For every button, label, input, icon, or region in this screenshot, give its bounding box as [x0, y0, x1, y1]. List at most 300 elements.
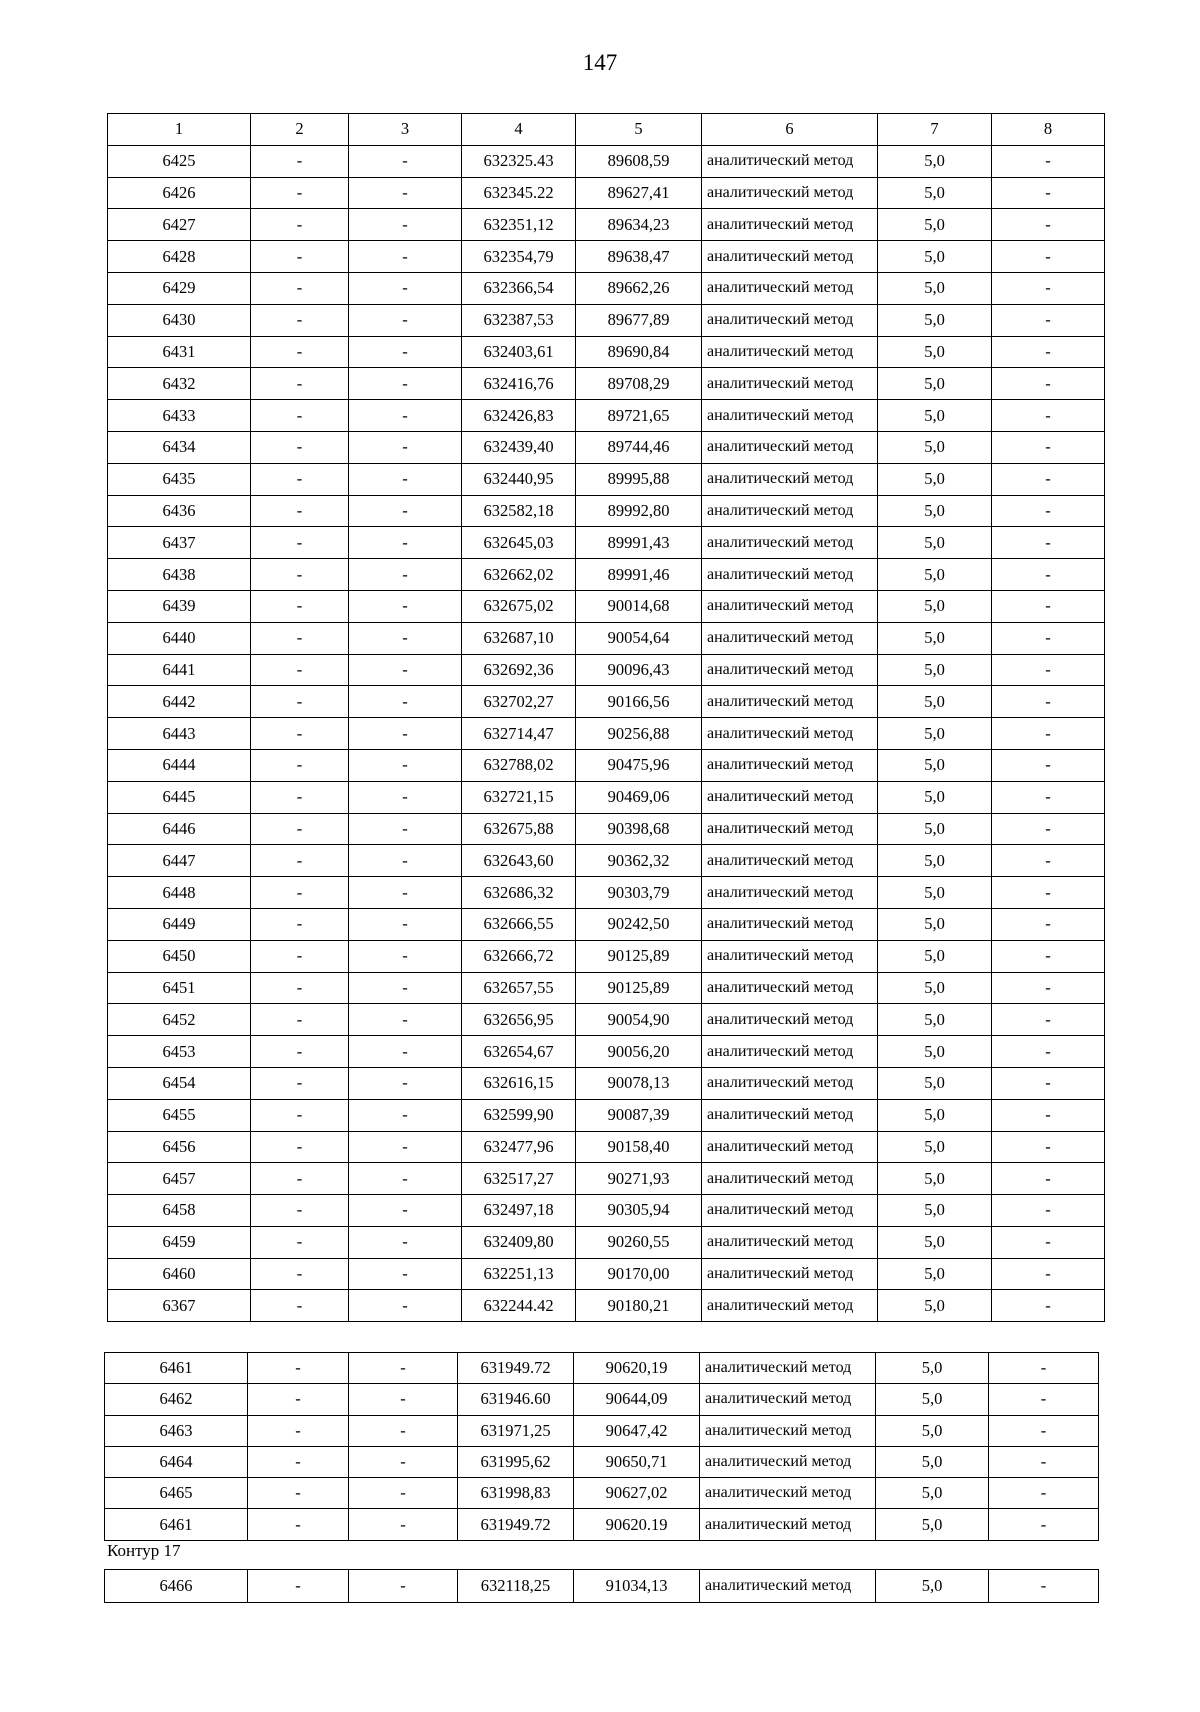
table-cell: -: [248, 1415, 349, 1446]
table-cell: 632409,80: [462, 1226, 576, 1258]
table-row: [108, 1226, 1105, 1258]
table-cell: 90620.19: [574, 1509, 700, 1540]
table-row: [108, 940, 1105, 972]
table-row: [108, 304, 1105, 336]
table-cell: 632721,15: [462, 781, 576, 813]
table-cell: 90260,55: [576, 1226, 702, 1258]
table-row: [108, 622, 1105, 654]
table-cell: 89634,23: [576, 209, 702, 241]
table-row: [108, 781, 1105, 813]
table-cell: 632387,53: [462, 304, 576, 336]
table-cell: аналитический метод: [702, 431, 878, 463]
table-cell: -: [349, 209, 462, 241]
table-cell: -: [349, 1446, 458, 1477]
table-cell: аналитический метод: [702, 622, 878, 654]
table-cell: 632366,54: [462, 272, 576, 304]
table-cell: 89992,80: [576, 495, 702, 527]
table-cell: -: [992, 527, 1105, 559]
header-cell: 3: [349, 114, 462, 146]
table-cell: 6437: [108, 527, 251, 559]
table-cell: 6427: [108, 209, 251, 241]
table-cell: -: [992, 495, 1105, 527]
table-cell: 5,0: [878, 495, 992, 527]
table-cell: 6445: [108, 781, 251, 813]
table-cell: -: [992, 877, 1105, 909]
table-cell: -: [992, 241, 1105, 273]
table-cell: -: [251, 622, 349, 654]
table-cell: -: [349, 177, 462, 209]
table-row: [108, 972, 1105, 1004]
table-cell: 6426: [108, 177, 251, 209]
table-cell: 6461: [105, 1353, 248, 1384]
table-cell: -: [992, 1036, 1105, 1068]
table-cell: аналитический метод: [702, 908, 878, 940]
table-cell: -: [349, 400, 462, 432]
table-cell: 90166,56: [576, 686, 702, 718]
table-cell: 90056,20: [576, 1036, 702, 1068]
table-row: [108, 749, 1105, 781]
table-cell: -: [251, 718, 349, 750]
table-cell: 6458: [108, 1195, 251, 1227]
table-cell: -: [251, 1067, 349, 1099]
table-cell: 6455: [108, 1099, 251, 1131]
table-cell: 5,0: [876, 1384, 989, 1415]
table-cell: 90644,09: [574, 1384, 700, 1415]
table-cell: 6439: [108, 590, 251, 622]
table-cell: -: [349, 908, 462, 940]
table-cell: 632702,27: [462, 686, 576, 718]
table-cell: -: [992, 654, 1105, 686]
table-cell: аналитический метод: [700, 1415, 876, 1446]
table-cell: аналитический метод: [702, 177, 878, 209]
table-cell: -: [349, 1258, 462, 1290]
table-cell: -: [992, 177, 1105, 209]
table-cell: 631946.60: [458, 1384, 574, 1415]
table-row: [105, 1570, 1099, 1603]
table-cell: -: [349, 1131, 462, 1163]
table-cell: 90469,06: [576, 781, 702, 813]
table-cell: 5,0: [878, 1067, 992, 1099]
table-cell: -: [349, 940, 462, 972]
table-cell: 90256,88: [576, 718, 702, 750]
table-cell: 6453: [108, 1036, 251, 1068]
table-cell: 5,0: [878, 622, 992, 654]
table-cell: 631949.72: [458, 1509, 574, 1540]
table-cell: -: [251, 209, 349, 241]
table-cell: 6451: [108, 972, 251, 1004]
table-cell: 5,0: [878, 1258, 992, 1290]
table-cell: -: [251, 1036, 349, 1068]
table-cell: -: [349, 1163, 462, 1195]
table-cell: 632251,13: [462, 1258, 576, 1290]
table-cell: 6454: [108, 1067, 251, 1099]
table-cell: -: [251, 1131, 349, 1163]
table-cell: -: [349, 1478, 458, 1509]
table-cell: аналитический метод: [700, 1570, 876, 1603]
table-cell: -: [248, 1570, 349, 1603]
table-cell: -: [251, 272, 349, 304]
table-cell: -: [248, 1478, 349, 1509]
table-cell: 5,0: [878, 877, 992, 909]
table-cell: 6463: [105, 1415, 248, 1446]
table-cell: 89662,26: [576, 272, 702, 304]
table-row: [108, 1067, 1105, 1099]
table-row: [108, 1099, 1105, 1131]
table-cell: 5,0: [878, 1036, 992, 1068]
table-cell: аналитический метод: [702, 145, 878, 177]
table-cell: -: [349, 718, 462, 750]
table-cell: -: [992, 400, 1105, 432]
table-cell: -: [992, 940, 1105, 972]
table-cell: 632788,02: [462, 749, 576, 781]
table-cell: -: [251, 654, 349, 686]
table-row: [108, 368, 1105, 400]
table-cell: аналитический метод: [702, 1258, 878, 1290]
table-cell: -: [248, 1446, 349, 1477]
table-cell: 5,0: [878, 1131, 992, 1163]
table-row: [108, 1290, 1105, 1322]
table-cell: аналитический метод: [702, 368, 878, 400]
table-cell: 90125,89: [576, 940, 702, 972]
table-cell: 90650,71: [574, 1446, 700, 1477]
table-cell: 90170,00: [576, 1258, 702, 1290]
table-cell: -: [251, 145, 349, 177]
table-cell: 5,0: [878, 400, 992, 432]
table-cell: -: [349, 1067, 462, 1099]
table-cell: 6450: [108, 940, 251, 972]
table-cell: -: [251, 590, 349, 622]
table-cell: -: [251, 559, 349, 591]
table-cell: 6429: [108, 272, 251, 304]
table-cell: -: [251, 463, 349, 495]
table-cell: 90362,32: [576, 845, 702, 877]
table-cell: 5,0: [878, 908, 992, 940]
table-cell: 632354,79: [462, 241, 576, 273]
table-cell: 631998,83: [458, 1478, 574, 1509]
table-cell: -: [349, 1353, 458, 1384]
coordinates-table-continued: [104, 1352, 1099, 1541]
table-cell: 90627,02: [574, 1478, 700, 1509]
table-cell: 5,0: [878, 1163, 992, 1195]
table-cell: 5,0: [878, 749, 992, 781]
table-cell: -: [349, 368, 462, 400]
table-cell: 5,0: [878, 781, 992, 813]
table-cell: 6456: [108, 1131, 251, 1163]
table-row: [108, 1163, 1105, 1195]
table-cell: -: [992, 463, 1105, 495]
table-cell: 632118,25: [458, 1570, 574, 1603]
table-cell: -: [251, 431, 349, 463]
header-row: [108, 114, 1105, 146]
table-cell: -: [989, 1353, 1099, 1384]
table-cell: -: [992, 368, 1105, 400]
table-cell: 90014,68: [576, 590, 702, 622]
table-cell: 632654,67: [462, 1036, 576, 1068]
table-cell: 6462: [105, 1384, 248, 1415]
table-cell: 5,0: [878, 1099, 992, 1131]
table-cell: -: [989, 1509, 1099, 1540]
table-cell: 5,0: [878, 972, 992, 1004]
table-cell: 632687,10: [462, 622, 576, 654]
table-cell: 6461: [105, 1509, 248, 1540]
contour-17-table: [104, 1569, 1099, 1603]
table-cell: аналитический метод: [702, 1163, 878, 1195]
table-row: [108, 559, 1105, 591]
table-cell: 5,0: [878, 272, 992, 304]
table-cell: аналитический метод: [702, 1195, 878, 1227]
table-row: [108, 1195, 1105, 1227]
table-row: [105, 1478, 1099, 1509]
table-cell: 6428: [108, 241, 251, 273]
table-row: [105, 1384, 1099, 1415]
table-cell: -: [992, 845, 1105, 877]
table-cell: 632325.43: [462, 145, 576, 177]
table-row: [105, 1446, 1099, 1477]
table-cell: -: [251, 1258, 349, 1290]
table-cell: -: [349, 1195, 462, 1227]
table-cell: -: [349, 431, 462, 463]
coordinates-table: [107, 113, 1105, 1322]
table-cell: -: [349, 972, 462, 1004]
table-cell: аналитический метод: [702, 400, 878, 432]
table-cell: -: [349, 845, 462, 877]
table-cell: -: [349, 590, 462, 622]
table-cell: 6444: [108, 749, 251, 781]
table-cell: 5,0: [878, 1004, 992, 1036]
table-cell: -: [989, 1415, 1099, 1446]
table-cell: 6432: [108, 368, 251, 400]
table-cell: 90054,64: [576, 622, 702, 654]
table-cell: -: [992, 1290, 1105, 1322]
table-cell: -: [992, 304, 1105, 336]
table-cell: 631995,62: [458, 1446, 574, 1477]
table-cell: -: [992, 1258, 1105, 1290]
table-cell: 632686,32: [462, 877, 576, 909]
table-cell: -: [349, 527, 462, 559]
table-cell: -: [349, 877, 462, 909]
table-cell: 6449: [108, 908, 251, 940]
table-cell: 6434: [108, 431, 251, 463]
table-cell: -: [251, 1290, 349, 1322]
table-cell: 5,0: [878, 559, 992, 591]
table-cell: 6442: [108, 686, 251, 718]
table-cell: 632675,88: [462, 813, 576, 845]
header-cell: 8: [992, 114, 1105, 146]
table-cell: аналитический метод: [702, 972, 878, 1004]
table-cell: аналитический метод: [702, 495, 878, 527]
table-cell: аналитический метод: [702, 463, 878, 495]
table-cell: 5,0: [876, 1415, 989, 1446]
table-cell: -: [251, 1163, 349, 1195]
table-cell: 632656,95: [462, 1004, 576, 1036]
table-cell: 89991,43: [576, 527, 702, 559]
table-row: [108, 590, 1105, 622]
table-cell: 6443: [108, 718, 251, 750]
table-cell: 632643,60: [462, 845, 576, 877]
table-cell: -: [992, 718, 1105, 750]
table-cell: 90475,96: [576, 749, 702, 781]
table-cell: -: [251, 877, 349, 909]
table-cell: аналитический метод: [702, 1004, 878, 1036]
table-cell: 5,0: [878, 845, 992, 877]
table-cell: аналитический метод: [702, 654, 878, 686]
table-cell: 6431: [108, 336, 251, 368]
table-row: [108, 431, 1105, 463]
table-cell: 90620,19: [574, 1353, 700, 1384]
table-cell: -: [992, 1226, 1105, 1258]
table-cell: 5,0: [876, 1570, 989, 1603]
table-cell: -: [349, 1226, 462, 1258]
table-cell: -: [992, 145, 1105, 177]
table-cell: аналитический метод: [702, 209, 878, 241]
table-cell: 5,0: [878, 1290, 992, 1322]
table-cell: 5,0: [878, 813, 992, 845]
table-cell: 6459: [108, 1226, 251, 1258]
table-cell: -: [349, 495, 462, 527]
table-cell: 632714,47: [462, 718, 576, 750]
table-row: [108, 177, 1105, 209]
table-row: [108, 1131, 1105, 1163]
table-cell: 6464: [105, 1446, 248, 1477]
table-cell: -: [989, 1478, 1099, 1509]
table-cell: 5,0: [878, 654, 992, 686]
table-cell: 5,0: [878, 686, 992, 718]
table-cell: -: [251, 1099, 349, 1131]
table-cell: 6440: [108, 622, 251, 654]
table-cell: 632645,03: [462, 527, 576, 559]
table-cell: -: [349, 813, 462, 845]
table-cell: аналитический метод: [702, 1099, 878, 1131]
table-cell: 6435: [108, 463, 251, 495]
table-cell: 632692,36: [462, 654, 576, 686]
table-cell: -: [992, 781, 1105, 813]
table-cell: 5,0: [878, 177, 992, 209]
table-cell: -: [251, 845, 349, 877]
table-cell: 5,0: [876, 1353, 989, 1384]
table-cell: 5,0: [878, 463, 992, 495]
table-cell: -: [251, 813, 349, 845]
table-row: [108, 336, 1105, 368]
table-row: [108, 718, 1105, 750]
table-cell: -: [248, 1384, 349, 1415]
table-cell: -: [349, 1384, 458, 1415]
table-cell: 5,0: [878, 1226, 992, 1258]
table-cell: 5,0: [878, 241, 992, 273]
table-cell: 6433: [108, 400, 251, 432]
table-cell: -: [349, 654, 462, 686]
table-cell: 632582,18: [462, 495, 576, 527]
table-cell: -: [349, 781, 462, 813]
table-cell: 90125,89: [576, 972, 702, 1004]
table-cell: 632599,90: [462, 1099, 576, 1131]
table-cell: -: [349, 304, 462, 336]
table-row: [108, 495, 1105, 527]
table-cell: аналитический метод: [702, 272, 878, 304]
table-cell: 632426,83: [462, 400, 576, 432]
table-cell: аналитический метод: [702, 1067, 878, 1099]
table-row: [108, 877, 1105, 909]
table-cell: -: [992, 972, 1105, 1004]
table-cell: 632244.42: [462, 1290, 576, 1322]
table-cell: 632662,02: [462, 559, 576, 591]
table-cell: -: [992, 1067, 1105, 1099]
table-cell: -: [349, 1004, 462, 1036]
table-cell: аналитический метод: [702, 590, 878, 622]
table-cell: аналитический метод: [702, 1226, 878, 1258]
table-cell: -: [251, 940, 349, 972]
table-cell: -: [992, 813, 1105, 845]
table-cell: 90078,13: [576, 1067, 702, 1099]
table-cell: -: [349, 559, 462, 591]
table-cell: 6460: [108, 1258, 251, 1290]
table-cell: аналитический метод: [700, 1509, 876, 1540]
table-cell: 632477,96: [462, 1131, 576, 1163]
table-cell: 6438: [108, 559, 251, 591]
table-cell: 6441: [108, 654, 251, 686]
table-cell: 89708,29: [576, 368, 702, 400]
table-cell: 5,0: [876, 1509, 989, 1540]
table-cell: аналитический метод: [702, 749, 878, 781]
table-row: [108, 813, 1105, 845]
table-cell: -: [251, 1195, 349, 1227]
table-cell: -: [251, 686, 349, 718]
table-cell: 632497,18: [462, 1195, 576, 1227]
table-cell: 5,0: [878, 527, 992, 559]
table-cell: -: [989, 1384, 1099, 1415]
table-cell: 6436: [108, 495, 251, 527]
table-cell: -: [989, 1570, 1099, 1603]
contour-label: Контур 17: [107, 1541, 181, 1560]
table-cell: аналитический метод: [702, 304, 878, 336]
table-cell: -: [992, 1099, 1105, 1131]
table-cell: аналитический метод: [700, 1478, 876, 1509]
table-cell: 90180,21: [576, 1290, 702, 1322]
table-cell: -: [992, 336, 1105, 368]
table-cell: 90303,79: [576, 877, 702, 909]
table-cell: 6446: [108, 813, 251, 845]
table-cell: 6448: [108, 877, 251, 909]
table-cell: 6425: [108, 145, 251, 177]
table-cell: -: [992, 749, 1105, 781]
table-cell: -: [251, 1004, 349, 1036]
table-cell: -: [349, 749, 462, 781]
table-cell: -: [992, 686, 1105, 718]
table-cell: 6367: [108, 1290, 251, 1322]
table-cell: 89608,59: [576, 145, 702, 177]
table-row: [108, 1036, 1105, 1068]
table-cell: 89995,88: [576, 463, 702, 495]
table-cell: -: [349, 1290, 462, 1322]
table-cell: -: [349, 463, 462, 495]
table-cell: 6452: [108, 1004, 251, 1036]
table-row: [108, 845, 1105, 877]
table-cell: 90271,93: [576, 1163, 702, 1195]
table-cell: 90054,90: [576, 1004, 702, 1036]
table-cell: 90242,50: [576, 908, 702, 940]
table-cell: 632440,95: [462, 463, 576, 495]
table-cell: -: [251, 972, 349, 1004]
table-cell: аналитический метод: [702, 845, 878, 877]
table-cell: 5,0: [878, 336, 992, 368]
table-cell: 5,0: [878, 590, 992, 622]
table-cell: 5,0: [878, 1195, 992, 1227]
table-cell: 632403,61: [462, 336, 576, 368]
table-cell: 5,0: [878, 145, 992, 177]
table-cell: аналитический метод: [700, 1446, 876, 1477]
table-cell: аналитический метод: [702, 241, 878, 273]
table-cell: -: [251, 749, 349, 781]
table-row: [108, 272, 1105, 304]
